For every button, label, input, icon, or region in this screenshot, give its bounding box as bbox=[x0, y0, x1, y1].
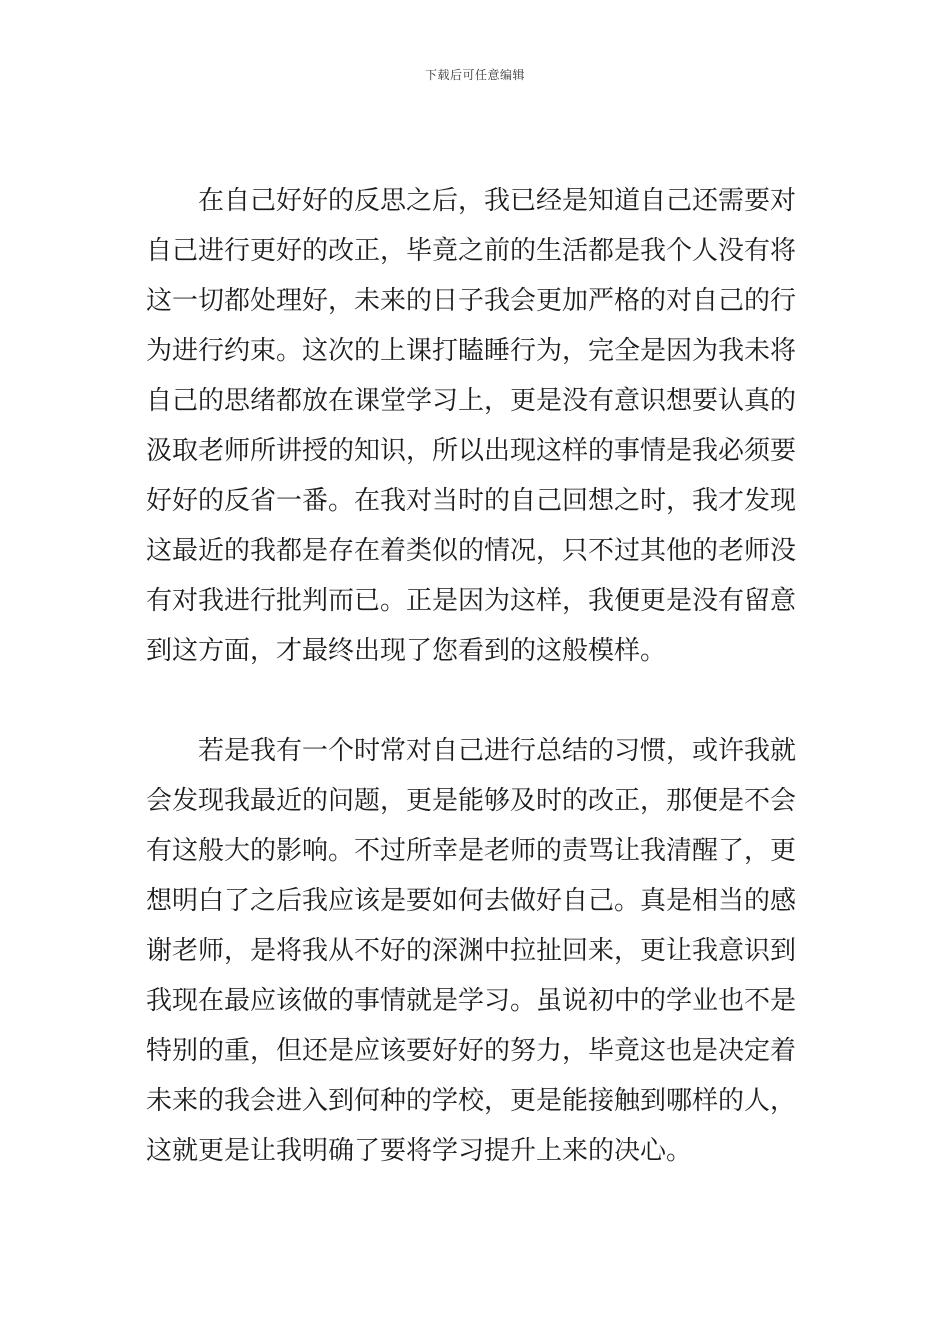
text-line: 这一切都处理好，未来的日子我会更加严格的对自己的行 bbox=[146, 286, 797, 316]
text-line: 在自己好好的反思之后，我已经是知道自己还需要对 bbox=[146, 186, 797, 216]
text-line: 我现在最应该做的事情就是学习。虽说初中的学业也不是 bbox=[146, 986, 797, 1016]
text-line: 有对我进行批判而已。正是因为这样，我便更是没有留意 bbox=[146, 586, 797, 616]
text-line: 特别的重，但还是应该要好好的努力，毕竟这也是决定着 bbox=[146, 1036, 797, 1066]
paragraph-2 bbox=[146, 726, 806, 1176]
text-line: 想明白了之后我应该是要如何去做好自己。真是相当的感 bbox=[146, 886, 797, 916]
text-line: 有这般大的影响。不过所幸是老师的责骂让我清醒了，更 bbox=[146, 836, 797, 866]
text-line: 汲取老师所讲授的知识，所以出现这样的事情是我必须要 bbox=[146, 436, 797, 466]
paragraph-spacer bbox=[146, 676, 806, 726]
text-line: 未来的我会进入到何种的学校，更是能接触到哪样的人， bbox=[146, 1086, 797, 1116]
text-line: 好好的反省一番。在我对当时的自己回想之时，我才发现 bbox=[146, 486, 797, 516]
page-header: 下载后可任意编辑 bbox=[424, 68, 525, 82]
text-line: 这最近的我都是存在着类似的情况，只不过其他的老师没 bbox=[146, 536, 797, 566]
text-line: 若是我有一个时常对自己进行总结的习惯，或许我就 bbox=[146, 736, 797, 766]
document-body bbox=[146, 176, 806, 1176]
text-line: 谢老师，是将我从不好的深渊中拉扯回来，更让我意识到 bbox=[146, 936, 797, 966]
text-line: 为进行约束。这次的上课打瞌睡行为，完全是因为我未将 bbox=[146, 336, 797, 366]
text-line: 自己的思绪都放在课堂学习上，更是没有意识想要认真的 bbox=[146, 386, 797, 416]
paragraph-1 bbox=[146, 176, 806, 676]
text-line: 会发现我最近的问题，更是能够及时的改正，那便是不会 bbox=[146, 786, 797, 816]
text-line: 自己进行更好的改正，毕竟之前的生活都是我个人没有将 bbox=[146, 236, 797, 266]
text-line: 这就更是让我明确了要将学习提升上来的决心。 bbox=[146, 1136, 693, 1166]
text-line: 到这方面，才最终出现了您看到的这般模样。 bbox=[146, 636, 667, 666]
